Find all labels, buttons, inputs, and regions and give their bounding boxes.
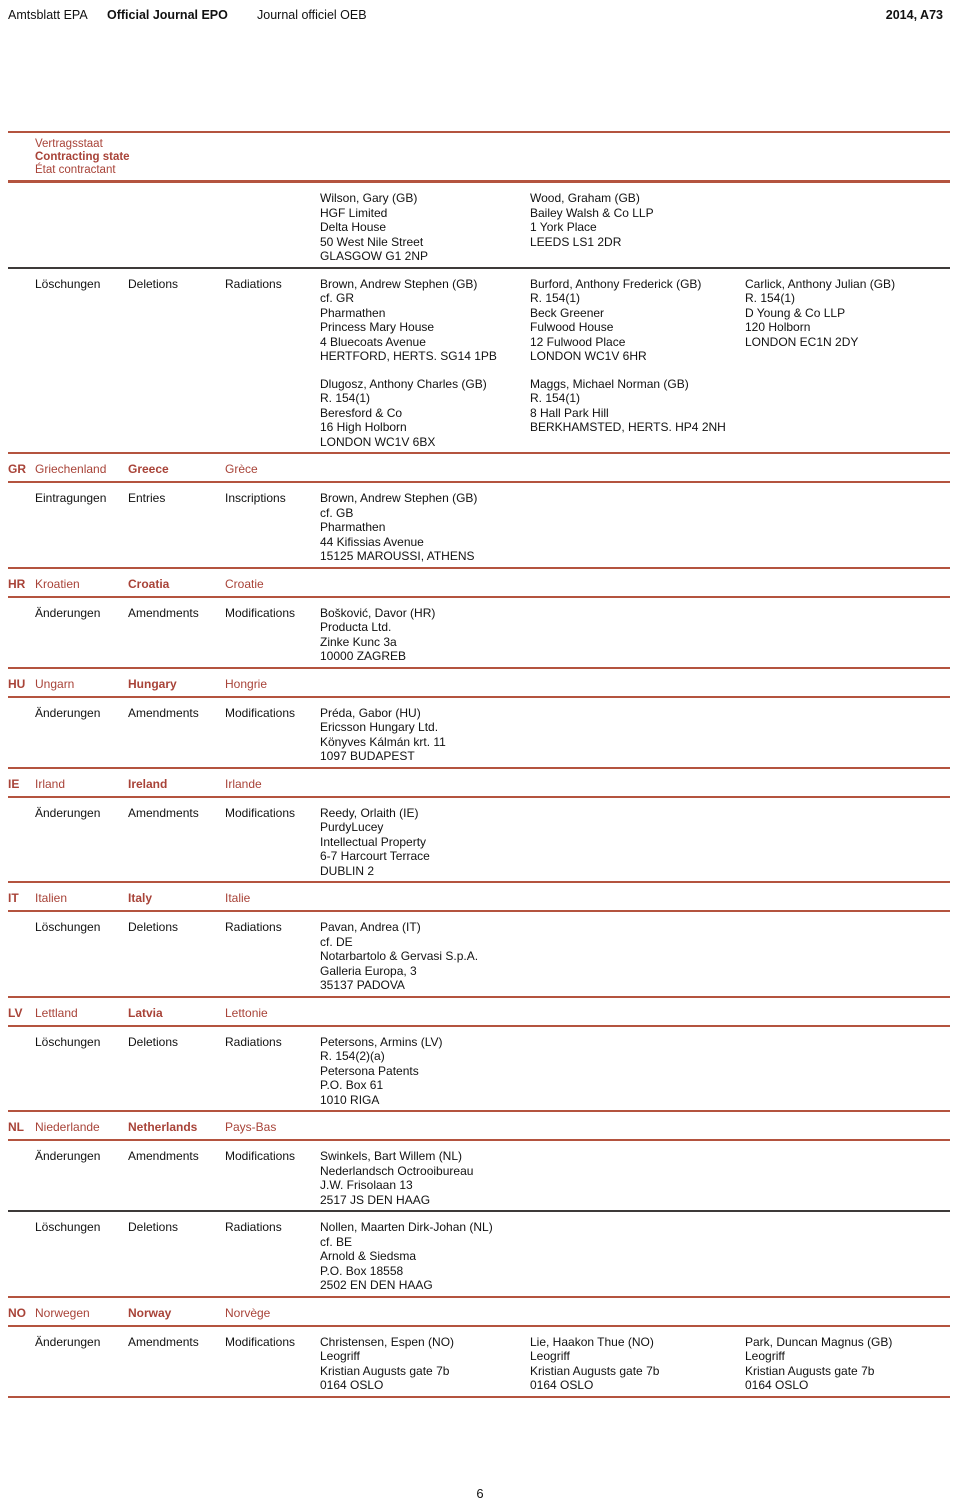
entry-row <box>8 606 950 664</box>
agent-entry-line: Christensen, Espen (NO) <box>320 1334 455 1349</box>
agent-entry-line: R. 154(2)(a) <box>320 1049 385 1063</box>
row-label: Modifications <box>225 805 296 820</box>
entry-group <box>8 912 950 996</box>
agent-entry-line: Wilson, Gary (GB) <box>320 191 418 205</box>
agent-entry-line: 35137 PADOVA <box>320 978 405 992</box>
row-label: Deletions <box>128 1220 179 1234</box>
country-name-de: Niederlande <box>35 1120 100 1134</box>
row-label: Radiations <box>225 1034 282 1049</box>
agent-entry-line: Leogriff <box>320 1349 360 1363</box>
country-code: HR <box>8 576 26 591</box>
agent-entry-line: Galleria Europa, 3 <box>320 963 417 978</box>
row-label: Löschungen <box>35 920 101 934</box>
country-code: NL <box>8 1120 24 1134</box>
agent-entry-line: 0164 OSLO <box>530 1378 594 1392</box>
country-name-en: Croatia <box>128 576 170 591</box>
agent-entry-line: P.O. Box 61 <box>320 1078 384 1092</box>
agent-entry-line: Bošković, Davor (HR) <box>320 605 436 620</box>
agent-entry-line: 2502 EN DEN HAAG <box>320 1278 433 1292</box>
page-content <box>8 0 950 1398</box>
agent-entry-line: Leogriff <box>530 1349 570 1363</box>
agent-entry-line: Kristian Augusts gate 7b <box>745 1363 875 1378</box>
agent-entry-line: Beck Greener <box>530 305 605 320</box>
country-name-de: Lettland <box>35 1005 78 1020</box>
row-label: Entries <box>128 491 166 505</box>
entry-group <box>8 1027 950 1111</box>
agent-entry-line: R. 154(1) <box>530 391 581 405</box>
country-header-row <box>8 569 950 596</box>
row-label: Amendments <box>128 705 199 720</box>
page-header <box>8 0 950 131</box>
agent-entry-line: Fulwood House <box>530 320 614 334</box>
country-header-row <box>8 1112 950 1139</box>
agent-entry-line: 12 Fulwood Place <box>530 334 626 349</box>
agent-entry-line: DUBLIN 2 <box>320 863 375 878</box>
row-label: Inscriptions <box>225 491 286 505</box>
agent-entry-line: Intellectual Property <box>320 834 427 849</box>
agent-entry-line: Park, Duncan Magnus (GB) <box>745 1334 893 1349</box>
country-name-fr: Grèce <box>225 462 258 476</box>
row-label: Radiations <box>225 276 282 291</box>
row-label: Amendments <box>128 1334 199 1349</box>
agent-entry-line: P.O. Box 18558 <box>320 1263 404 1278</box>
country-header-row <box>8 883 950 910</box>
journal-title-en: Official Journal EPO <box>107 8 228 22</box>
country-name-fr: Irlande <box>225 776 262 791</box>
row-label: Modifications <box>225 1149 296 1163</box>
heading-line-de: Vertragsstaat <box>35 138 103 150</box>
country-name-de: Norwegen <box>35 1305 90 1320</box>
agent-entry-line: Petersona Patents <box>320 1063 419 1078</box>
agent-entry <box>320 491 530 564</box>
entry-group <box>8 1141 950 1210</box>
row-label: Radiations <box>225 920 282 934</box>
entry-group <box>8 798 950 882</box>
row-label: Änderungen <box>35 1149 101 1163</box>
country-name-en: Netherlands <box>128 1120 198 1134</box>
country-code: IE <box>8 776 20 791</box>
contracting-state-heading <box>8 133 950 180</box>
row-label: Eintragungen <box>35 491 107 505</box>
agent-entry-line: 4 Bluecoats Avenue <box>320 334 426 349</box>
agent-entry-line: Pavan, Andrea (IT) <box>320 920 421 934</box>
agent-entry-line: Bailey Walsh & Co LLP <box>530 205 654 220</box>
agent-entry <box>745 1335 950 1393</box>
country-code: LV <box>8 1005 23 1020</box>
agent-entry-line: J.W. Frisolaan 13 <box>320 1178 413 1192</box>
agent-entry-line: Wood, Graham (GB) <box>530 191 640 205</box>
agent-entry <box>320 1220 530 1293</box>
entry-row <box>8 277 950 364</box>
agent-entry-line: 8 Hall Park Hill <box>530 405 609 420</box>
journal-title-fr: Journal officiel OEB <box>257 8 367 22</box>
agent-entry-line: Notarbartolo & Gervasi S.p.A. <box>320 949 479 963</box>
agent-entry-line: cf. DE <box>320 934 353 949</box>
sections-container <box>8 183 950 1398</box>
agent-entry-line: Swinkels, Bart Willem (NL) <box>320 1149 463 1163</box>
agent-entry-line: Zinke Kunc 3a <box>320 634 397 649</box>
row-label: Deletions <box>128 276 179 291</box>
issue-reference: 2014, A73 <box>885 8 943 22</box>
agent-entry-line: Kristian Augusts gate 7b <box>320 1363 450 1378</box>
row-label: Radiations <box>225 1220 282 1234</box>
entry-row <box>8 1335 950 1393</box>
row-label: Änderungen <box>35 605 101 620</box>
country-name-de: Griechenland <box>35 462 107 476</box>
entry-row <box>8 191 950 264</box>
heading-line-fr: État contractant <box>35 164 116 176</box>
country-name-fr: Croatie <box>225 576 264 591</box>
agent-entry-line: HERTFORD, HERTS. SG14 1PB <box>320 349 497 363</box>
agent-entry-line: 0164 OSLO <box>745 1378 809 1392</box>
row-label: Deletions <box>128 920 179 934</box>
agent-entry-line: D Young & Co LLP <box>745 305 846 320</box>
entry-row <box>8 1035 950 1108</box>
agent-entry <box>320 1335 530 1393</box>
agent-entry-line: 1097 BUDAPEST <box>320 749 415 763</box>
country-header-row <box>8 998 950 1025</box>
country-name-en: Norway <box>128 1305 172 1320</box>
agent-entry-line: cf. GB <box>320 505 354 520</box>
agent-entry <box>320 377 530 450</box>
agent-entry-line: cf. GR <box>320 291 355 305</box>
entry-group <box>8 598 950 667</box>
agent-entry-line: 1 York Place <box>530 220 597 234</box>
agent-entry <box>320 191 530 264</box>
row-label: Modifications <box>225 1334 296 1349</box>
entry-row <box>8 491 950 564</box>
agent-entry-line: PurdyLucey <box>320 820 384 834</box>
agent-entry-line: R. 154(1) <box>320 391 371 405</box>
agent-entry <box>745 277 950 364</box>
agent-entry-line: LONDON EC1N 2DY <box>745 334 859 349</box>
entry-row <box>8 920 950 993</box>
heading-line-en: Contracting state <box>35 151 130 163</box>
row-label: Änderungen <box>35 705 101 720</box>
agent-entry <box>530 377 745 450</box>
country-code: GR <box>8 462 26 476</box>
country-name-fr: Hongrie <box>225 676 268 691</box>
agent-entry-line: Kristian Augusts gate 7b <box>530 1363 660 1378</box>
agent-entry-line: 2517 JS DEN HAAG <box>320 1192 431 1207</box>
row-label: Änderungen <box>35 1334 101 1349</box>
country-header-row <box>8 669 950 696</box>
row-label: Modifications <box>225 605 296 620</box>
country-code: HU <box>8 676 26 691</box>
entry-group <box>8 1327 950 1396</box>
entry-group <box>8 698 950 767</box>
agent-entry-line: Ericsson Hungary Ltd. <box>320 720 439 734</box>
country-code: NO <box>8 1305 26 1320</box>
country-header-row <box>8 454 950 481</box>
country-name-de: Kroatien <box>35 576 80 591</box>
agent-entry-line: Maggs, Michael Norman (GB) <box>530 376 689 391</box>
agent-entry-line: LONDON WC1V 6HR <box>530 349 647 363</box>
agent-entry-line: Dlugosz, Anthony Charles (GB) <box>320 376 487 391</box>
entry-group <box>8 269 950 453</box>
page-number: 6 <box>476 1486 484 1501</box>
agent-entry-line: Préda, Gabor (HU) <box>320 705 421 720</box>
entry-row <box>8 1149 950 1207</box>
row-label: Modifications <box>225 705 296 720</box>
entry-row <box>8 1220 950 1293</box>
agent-entry-line: Burford, Anthony Frederick (GB) <box>530 276 702 291</box>
row-label: Löschungen <box>35 276 101 291</box>
agent-entry <box>320 706 530 764</box>
entry-group <box>8 483 950 567</box>
agent-entry <box>320 806 530 879</box>
agent-entry-line: 6-7 Harcourt Terrace <box>320 849 430 863</box>
agent-entry-line: Brown, Andrew Stephen (GB) <box>320 491 478 505</box>
country-header-row <box>8 1298 950 1325</box>
country-name-en: Latvia <box>128 1005 163 1020</box>
agent-entry-line: 10000 ZAGREB <box>320 649 407 663</box>
agent-entry-line: 1010 RIGA <box>320 1092 380 1107</box>
section-divider <box>8 1396 950 1398</box>
row-label: Änderungen <box>35 805 101 820</box>
agent-entry-line: Brown, Andrew Stephen (GB) <box>320 276 478 291</box>
country-name-fr: Norvège <box>225 1305 271 1320</box>
agent-entry-line: 16 High Holborn <box>320 420 407 434</box>
agent-entry-line: 50 West Nile Street <box>320 234 424 249</box>
agent-entry-line: Pharmathen <box>320 520 386 534</box>
agent-entry <box>530 191 745 264</box>
agent-entry-line: Producta Ltd. <box>320 620 392 634</box>
row-label: Amendments <box>128 1149 199 1163</box>
agent-entry-line: Könyves Kálmán krt. 11 <box>320 734 446 749</box>
entry-group <box>8 183 950 267</box>
row-label: Löschungen <box>35 1034 101 1049</box>
agent-entry-line: 120 Holborn <box>745 320 811 334</box>
country-name-fr: Italie <box>225 891 251 905</box>
agent-entry-line: 44 Kifissias Avenue <box>320 534 424 549</box>
agent-entry-line: R. 154(1) <box>530 291 581 305</box>
agent-entry-line: LONDON WC1V 6BX <box>320 434 436 449</box>
agent-entry-line: LEEDS LS1 2DR <box>530 234 622 249</box>
country-name-en: Italy <box>128 891 153 905</box>
journal-title-de: Amtsblatt EPA <box>8 8 88 22</box>
agent-entry <box>320 277 530 364</box>
country-name-fr: Lettonie <box>225 1005 268 1020</box>
row-label: Löschungen <box>35 1220 101 1234</box>
agent-entry <box>320 920 530 993</box>
country-name-en: Greece <box>128 462 169 476</box>
agent-entry-line: 0164 OSLO <box>320 1378 384 1392</box>
agent-entry-line: Pharmathen <box>320 305 386 320</box>
agent-entry-line: R. 154(1) <box>745 291 796 305</box>
agent-entry-line: Nollen, Maarten Dirk-Johan (NL) <box>320 1220 493 1234</box>
country-header-row <box>8 769 950 796</box>
agent-entry-line: Nederlandsch Octrooibureau <box>320 1163 474 1178</box>
entry-group <box>8 1212 950 1296</box>
agent-entry-line: Beresford & Co <box>320 405 403 420</box>
country-name-fr: Pays-Bas <box>225 1120 277 1134</box>
entry-row <box>8 377 950 450</box>
row-label: Deletions <box>128 1034 179 1049</box>
agent-entry <box>320 1035 530 1108</box>
agent-entry <box>320 1149 530 1207</box>
agent-entry-line: Petersons, Armins (LV) <box>320 1034 443 1049</box>
country-name-de: Italien <box>35 891 68 905</box>
entry-row <box>8 706 950 764</box>
agent-entry-line: Carlick, Anthony Julian (GB) <box>745 276 896 291</box>
agent-entry <box>530 277 745 364</box>
row-label: Amendments <box>128 805 199 820</box>
agent-entry-line: Reedy, Orlaith (IE) <box>320 805 419 820</box>
agent-entry-line: Delta House <box>320 220 387 234</box>
agent-entry <box>320 606 530 664</box>
agent-entry-line: HGF Limited <box>320 205 388 220</box>
agent-entry-line: GLASGOW G1 2NP <box>320 249 429 263</box>
agent-entry-line: Lie, Haakon Thue (NO) <box>530 1334 654 1349</box>
country-name-en: Hungary <box>128 676 177 691</box>
agent-entry-line: Princess Mary House <box>320 320 435 334</box>
country-name-de: Ungarn <box>35 676 75 691</box>
entry-row <box>8 806 950 879</box>
agent-entry-line: Arnold & Siedsma <box>320 1249 417 1263</box>
agent-entry-line: cf. BE <box>320 1234 353 1249</box>
agent-entry-line: 15125 MAROUSSI, ATHENS <box>320 549 475 563</box>
country-name-de: Irland <box>35 776 66 791</box>
row-label: Amendments <box>128 605 199 620</box>
agent-entry <box>530 1335 745 1393</box>
country-code: IT <box>8 891 19 905</box>
country-name-en: Ireland <box>128 776 168 791</box>
agent-entry-line: BERKHAMSTED, HERTS. HP4 2NH <box>530 420 726 434</box>
agent-entry-line: Leogriff <box>745 1349 785 1363</box>
